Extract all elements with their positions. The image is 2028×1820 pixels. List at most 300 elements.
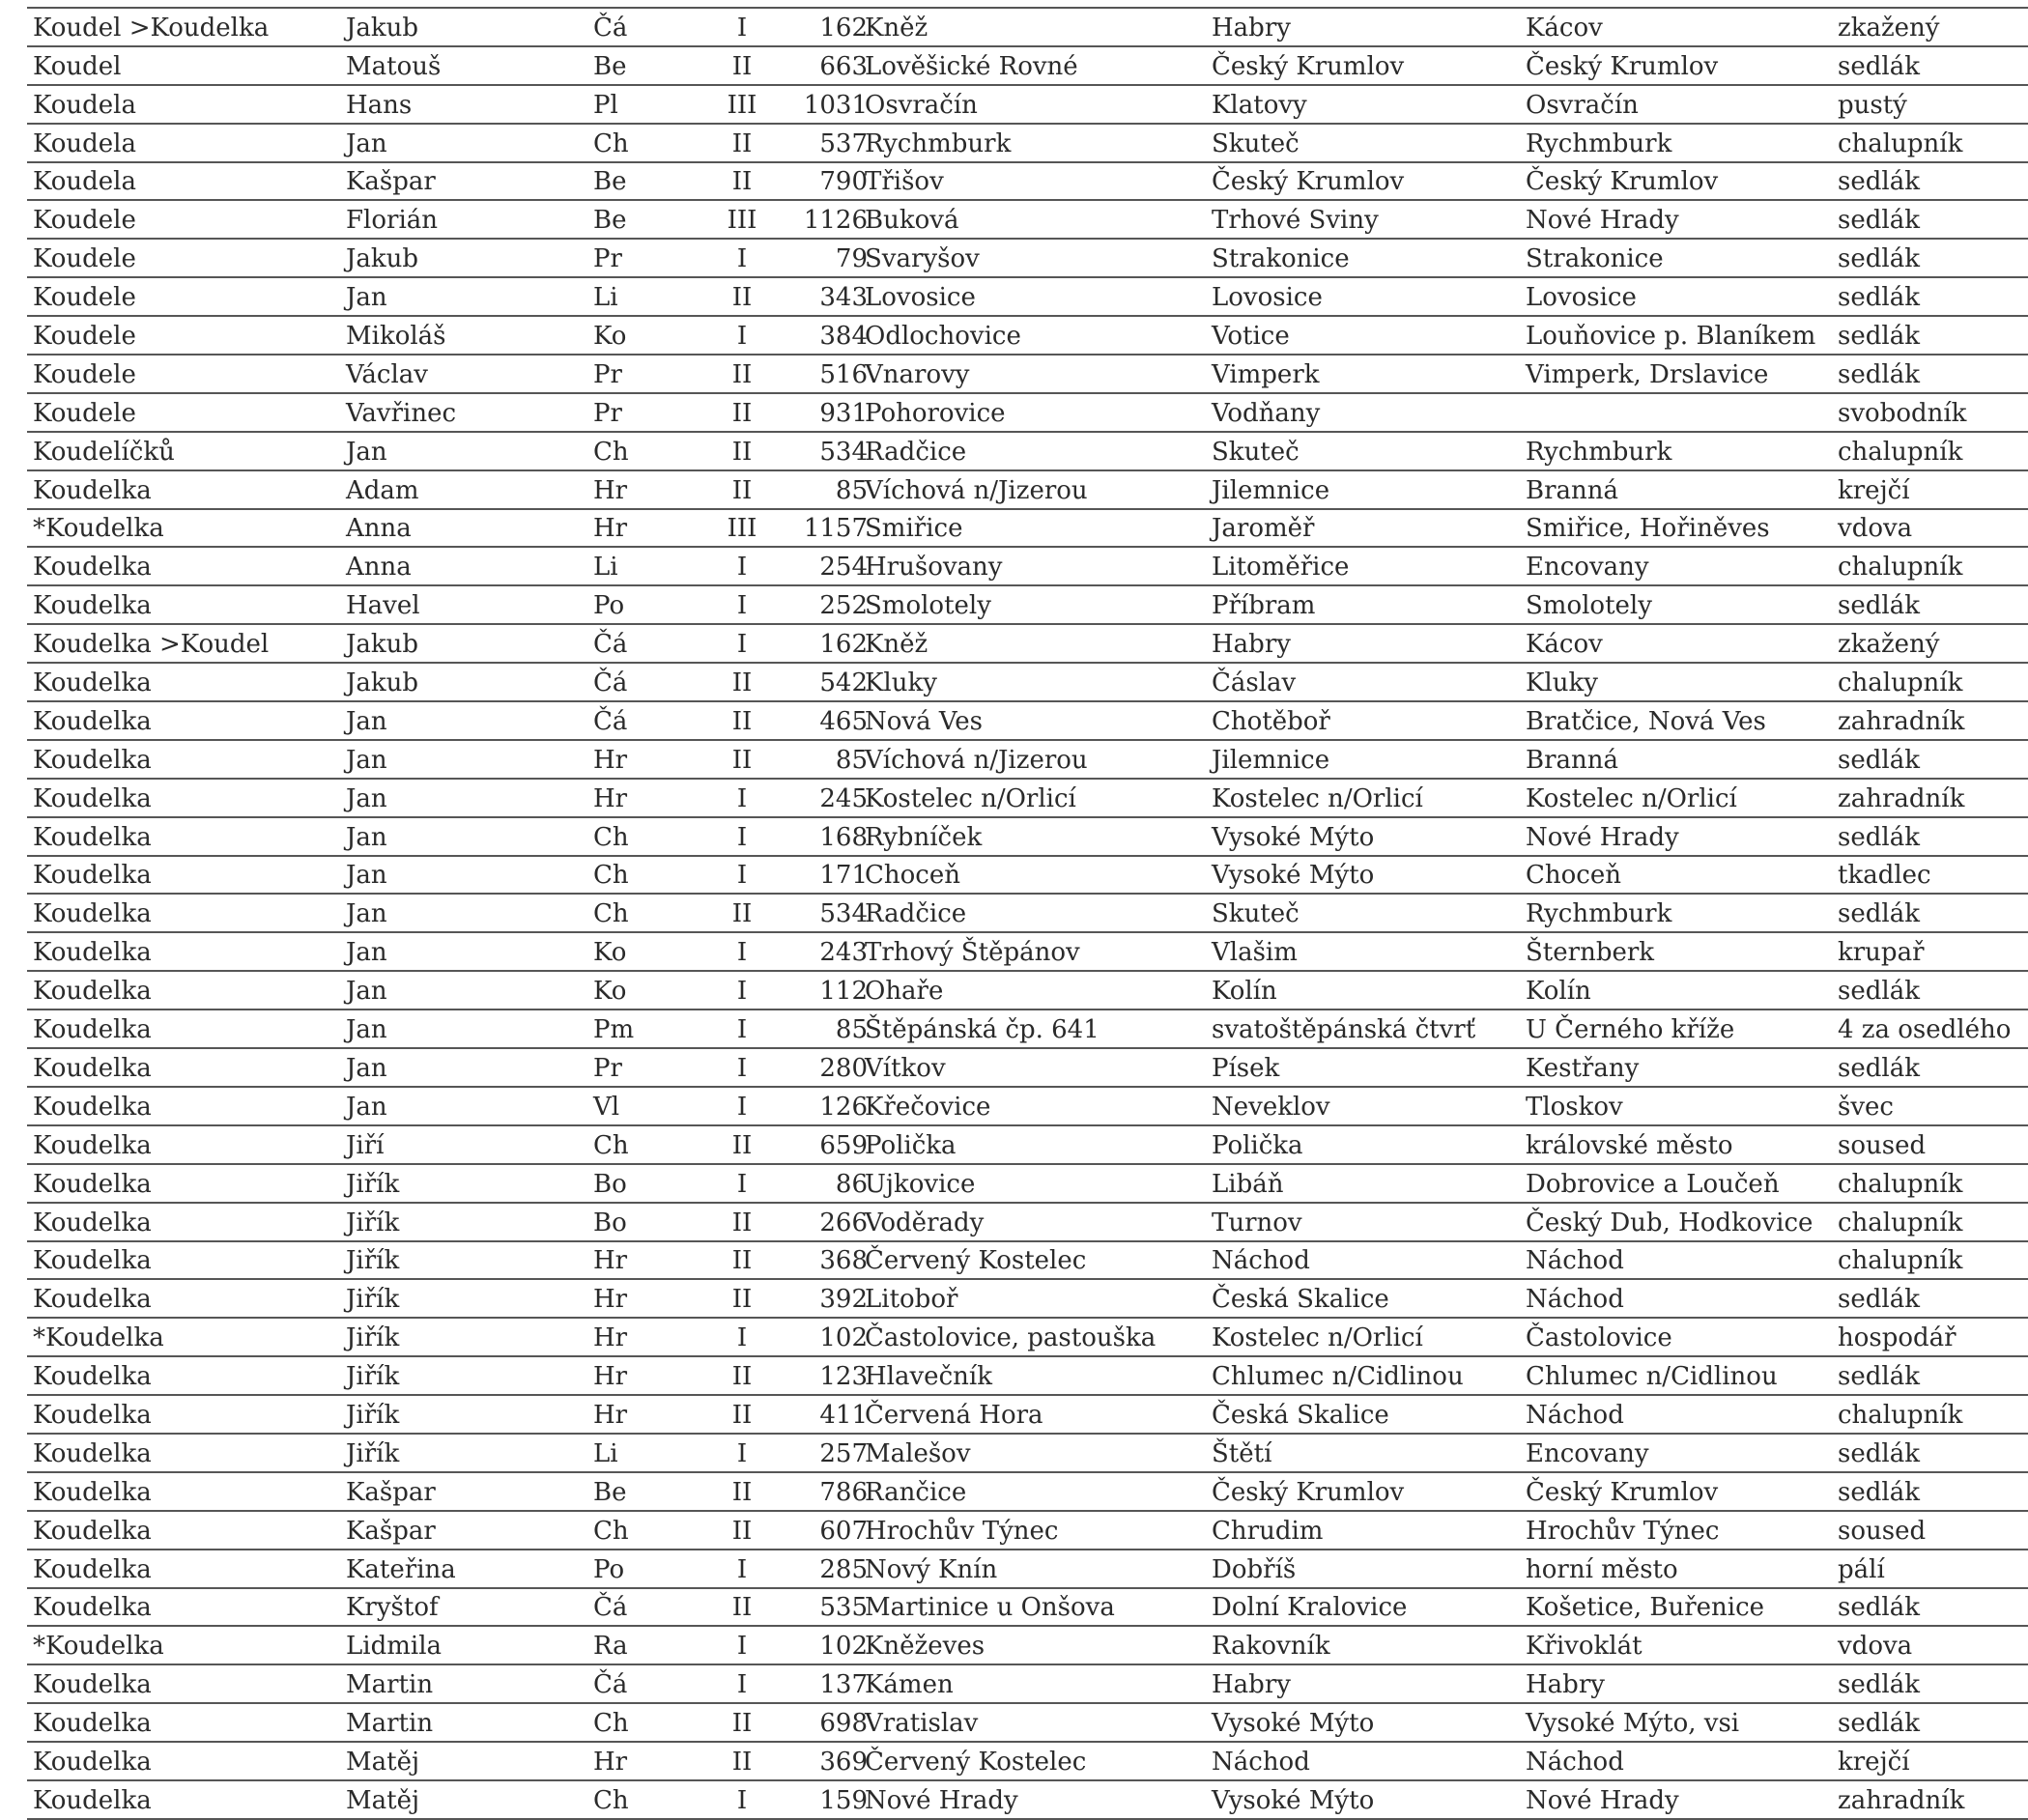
cell-region: Hr — [593, 1285, 628, 1315]
cell-surname: Koudelka — [33, 475, 152, 505]
cell-given-name: Adam — [346, 475, 419, 505]
cell-village: Choceň — [865, 861, 960, 891]
cell-part: II — [731, 1400, 753, 1430]
cell-estate: Příbram — [1212, 591, 1316, 621]
cell-manor: Vimperk, Drslavice — [1526, 359, 1769, 389]
table-row — [27, 163, 2028, 202]
cell-village: Červená Hora — [865, 1400, 1043, 1430]
cell-region: Čá — [593, 13, 628, 43]
cell-estate: Jilemnice — [1212, 475, 1330, 505]
cell-page: 86 — [835, 1169, 868, 1199]
cell-status: sedlák — [1838, 822, 1920, 852]
cell-status: tkadlec — [1838, 861, 1931, 891]
table-row — [27, 1088, 2028, 1126]
cell-village: Osvračín — [865, 90, 978, 120]
cell-estate: Jaroměř — [1212, 514, 1315, 544]
cell-page: 245 — [819, 783, 868, 813]
cell-region: Čá — [593, 706, 628, 736]
cell-village: Červený Kostelec — [865, 1246, 1087, 1276]
table-row — [27, 1280, 2028, 1319]
cell-given-name: Jiří — [346, 1130, 385, 1160]
cell-estate: Dolní Kralovice — [1212, 1593, 1408, 1623]
cell-page: 607 — [819, 1516, 868, 1546]
cell-village: Odlochovice — [865, 322, 1021, 352]
cropped-top-row — [27, 0, 2028, 9]
table-row — [27, 1165, 2028, 1204]
cell-page: 123 — [819, 1362, 868, 1392]
table-row — [27, 857, 2028, 896]
cell-region: Ko — [593, 977, 627, 1007]
cell-page: 137 — [819, 1670, 868, 1700]
cell-status: chalupník — [1838, 1246, 1963, 1276]
cell-part: I — [736, 938, 748, 968]
cell-surname: Koudelka — [33, 1092, 152, 1122]
cell-page: 171 — [819, 861, 868, 891]
cell-page: 534 — [819, 437, 868, 467]
cell-part: III — [727, 514, 757, 544]
cell-given-name: Jan — [346, 1092, 387, 1122]
cell-region: Pr — [593, 359, 622, 389]
table-row — [27, 1704, 2028, 1743]
cell-status: chalupník — [1838, 437, 1963, 467]
cell-region: Ch — [593, 1785, 629, 1815]
cell-region: Bo — [593, 1169, 627, 1199]
cell-page: 102 — [819, 1632, 868, 1662]
cell-village: Víchová n/Jizerou — [865, 475, 1088, 505]
cell-surname: Koudele — [33, 398, 136, 428]
cell-estate: Litoměřice — [1212, 553, 1350, 583]
table-row — [27, 780, 2028, 818]
table-row — [27, 1204, 2028, 1242]
cell-manor: Rychmburk — [1526, 128, 1672, 158]
cell-manor: Tloskov — [1526, 1092, 1623, 1122]
cell-surname: Koudelka — [33, 1593, 152, 1623]
cell-surname: Koudela — [33, 128, 136, 158]
cell-surname: Koudelka >Koudel — [33, 630, 270, 660]
cell-village: Rančice — [865, 1477, 967, 1507]
cell-region: Ko — [593, 322, 627, 352]
cell-village: Smiřice — [865, 514, 963, 544]
cell-given-name: Kašpar — [346, 1516, 436, 1546]
table-row — [27, 972, 2028, 1010]
table-row — [27, 125, 2028, 163]
cell-estate: Habry — [1212, 1670, 1291, 1700]
cell-village: Častolovice, pastouška — [865, 1323, 1157, 1353]
cell-page: 369 — [819, 1747, 868, 1777]
cell-page: 368 — [819, 1246, 868, 1276]
table-row — [27, 1665, 2028, 1704]
table-row — [27, 702, 2028, 741]
cell-manor: Nové Hrady — [1526, 1785, 1679, 1815]
cell-part: II — [731, 1709, 753, 1739]
cell-given-name: Jiřík — [346, 1208, 400, 1237]
cell-surname: Koudelka — [33, 1477, 152, 1507]
cell-status: chalupník — [1838, 553, 1963, 583]
cell-given-name: Jan — [346, 1053, 387, 1083]
cell-given-name: Kašpar — [346, 1477, 436, 1507]
cell-estate: Kolín — [1212, 977, 1277, 1007]
cell-manor: Bratčice, Nová Ves — [1526, 706, 1766, 736]
cell-page: 112 — [819, 977, 868, 1007]
cell-estate: Česká Skalice — [1212, 1285, 1389, 1315]
cell-part: I — [736, 553, 748, 583]
cell-estate: Chotěboř — [1212, 706, 1330, 736]
table-row — [27, 818, 2028, 857]
cell-page: 159 — [819, 1785, 868, 1815]
cell-region: Be — [593, 206, 627, 236]
cell-manor: Kolín — [1526, 977, 1591, 1007]
cell-status: zahradník — [1838, 1785, 1965, 1815]
cell-page: 384 — [819, 322, 868, 352]
cell-estate: svatoštěpánská čtvrť — [1212, 1015, 1476, 1045]
table-row — [27, 586, 2028, 625]
cell-given-name: Jiřík — [346, 1400, 400, 1430]
cell-surname: Koudelka — [33, 822, 152, 852]
cell-manor: Kluky — [1526, 668, 1598, 698]
cell-part: I — [736, 1323, 748, 1353]
cell-page: 465 — [819, 706, 868, 736]
cell-manor: Osvračín — [1526, 90, 1639, 120]
cell-surname: Koudela — [33, 167, 136, 197]
table-row — [27, 317, 2028, 355]
cell-page: 102 — [819, 1323, 868, 1353]
cell-village: Hrochův Týnec — [865, 1516, 1059, 1546]
cell-surname: Koudelka — [33, 1785, 152, 1815]
cell-part: II — [731, 899, 753, 929]
cell-status: sedlák — [1838, 1593, 1920, 1623]
cell-status: pálí — [1838, 1554, 1885, 1584]
cell-status: sedlák — [1838, 1438, 1920, 1468]
cell-region: Be — [593, 167, 627, 197]
cell-part: II — [731, 128, 753, 158]
cell-status: sedlák — [1838, 745, 1920, 775]
cell-manor: Nové Hrady — [1526, 206, 1679, 236]
cell-region: Hr — [593, 783, 628, 813]
cell-region: Pl — [593, 90, 618, 120]
cell-page: 537 — [819, 128, 868, 158]
cell-part: I — [736, 1169, 748, 1199]
cell-estate: Náchod — [1212, 1246, 1310, 1276]
cell-status: sedlák — [1838, 167, 1920, 197]
cell-status: zahradník — [1838, 706, 1965, 736]
cell-village: Červený Kostelec — [865, 1747, 1087, 1777]
table-row — [27, 1550, 2028, 1589]
cell-status: vdova — [1838, 514, 1913, 544]
cell-part: II — [731, 398, 753, 428]
cell-region: Li — [593, 283, 618, 313]
cell-estate: Český Krumlov — [1212, 1477, 1405, 1507]
cell-village: Rychmburk — [865, 128, 1012, 158]
cell-manor: Kostelec n/Orlicí — [1526, 783, 1737, 813]
cell-page: 257 — [819, 1438, 868, 1468]
cell-village: Hrušovany — [865, 553, 1003, 583]
cell-village: Radčice — [865, 437, 967, 467]
cell-page: 698 — [819, 1709, 868, 1739]
cell-status: zkažený — [1838, 630, 1940, 660]
cell-status: švec — [1838, 1092, 1894, 1122]
cell-estate: Vysoké Mýto — [1212, 1709, 1375, 1739]
cell-page: 254 — [819, 553, 868, 583]
cell-status: sedlák — [1838, 591, 1920, 621]
cell-page: 931 — [819, 398, 868, 428]
cell-given-name: Jakub — [346, 630, 419, 660]
cell-estate: Neveklov — [1212, 1092, 1330, 1122]
cell-estate: Chrudim — [1212, 1516, 1324, 1546]
cell-region: Ch — [593, 822, 629, 852]
cell-manor: Louňovice p. Blaníkem — [1526, 322, 1816, 352]
cell-part: II — [731, 51, 753, 81]
cell-estate: Votice — [1212, 322, 1290, 352]
table-row — [27, 1627, 2028, 1665]
cell-estate: Turnov — [1212, 1208, 1302, 1237]
cell-given-name: Jan — [346, 706, 387, 736]
cell-village: Ujkovice — [865, 1169, 976, 1199]
table-row — [27, 47, 2028, 86]
cell-page: 790 — [819, 167, 868, 197]
cell-village: Lovosice — [865, 283, 976, 313]
cell-region: Be — [593, 51, 627, 81]
cell-part: I — [736, 1053, 748, 1083]
cell-page: 1157 — [803, 514, 868, 544]
cell-surname: Koudelka — [33, 1400, 152, 1430]
cell-part: I — [736, 1785, 748, 1815]
cell-manor: horní město — [1526, 1554, 1678, 1584]
cell-status: chalupník — [1838, 1208, 1963, 1237]
cell-page: 280 — [819, 1053, 868, 1083]
cell-part: II — [731, 1208, 753, 1237]
cell-given-name: Anna — [346, 514, 412, 544]
cell-part: II — [731, 1516, 753, 1546]
cell-part: II — [731, 1362, 753, 1392]
cell-page: 1031 — [803, 90, 868, 120]
table-row — [27, 625, 2028, 664]
cell-surname: Koudelka — [33, 1053, 152, 1083]
cell-status: chalupník — [1838, 1400, 1963, 1430]
cell-region: Čá — [593, 668, 628, 698]
cell-region: Hr — [593, 514, 628, 544]
cell-region: Hr — [593, 1362, 628, 1392]
table-row — [27, 664, 2028, 702]
table-row — [27, 1319, 2028, 1357]
cell-page: 534 — [819, 899, 868, 929]
cell-estate: Jilemnice — [1212, 745, 1330, 775]
cell-manor: Český Krumlov — [1526, 1477, 1719, 1507]
cell-region: Li — [593, 1438, 618, 1468]
cell-page: 411 — [819, 1400, 868, 1430]
cell-village: Nová Ves — [865, 706, 983, 736]
cell-page: 1126 — [803, 206, 868, 236]
cell-region: Hr — [593, 475, 628, 505]
cell-manor: Smolotely — [1526, 591, 1652, 621]
cell-manor: Náchod — [1526, 1400, 1624, 1430]
cell-part: III — [727, 206, 757, 236]
cell-manor: Rychmburk — [1526, 899, 1672, 929]
cell-part: I — [736, 591, 748, 621]
cell-part: II — [731, 745, 753, 775]
cell-status: zahradník — [1838, 783, 1965, 813]
cell-status: sedlák — [1838, 51, 1920, 81]
cell-manor: Rychmburk — [1526, 437, 1672, 467]
cell-status: krejčí — [1838, 1747, 1910, 1777]
cell-region: Ko — [593, 938, 627, 968]
cell-village: Radčice — [865, 899, 967, 929]
cell-page: 266 — [819, 1208, 868, 1237]
cell-given-name: Jiřík — [346, 1362, 400, 1392]
cell-surname: Koudelka — [33, 1438, 152, 1468]
cell-village: Malešov — [865, 1438, 971, 1468]
cell-status: sedlák — [1838, 322, 1920, 352]
cell-part: II — [731, 359, 753, 389]
table-row — [27, 433, 2028, 471]
cell-manor: královské město — [1526, 1130, 1733, 1160]
cell-given-name: Kašpar — [346, 167, 436, 197]
cell-village: Kostelec n/Orlicí — [865, 783, 1076, 813]
cell-manor: U Černého kříže — [1526, 1015, 1735, 1045]
cell-estate: Polička — [1212, 1130, 1303, 1160]
cell-estate: Vodňany — [1212, 398, 1321, 428]
cell-surname: Koudelka — [33, 1208, 152, 1237]
cell-region: Li — [593, 553, 618, 583]
cell-part: I — [736, 1092, 748, 1122]
cell-status: sedlák — [1838, 1477, 1920, 1507]
cell-given-name: Václav — [346, 359, 428, 389]
cell-status: sedlák — [1838, 206, 1920, 236]
cell-part: I — [736, 977, 748, 1007]
cell-status: svobodník — [1838, 398, 1967, 428]
cell-manor: Český Krumlov — [1526, 167, 1719, 197]
table-row — [27, 741, 2028, 780]
table-row — [27, 1010, 2028, 1049]
cell-part: I — [736, 861, 748, 891]
cell-region: Bo — [593, 1208, 627, 1237]
cell-manor: Branná — [1526, 475, 1619, 505]
cell-part: I — [736, 783, 748, 813]
cell-given-name: Jiřík — [346, 1285, 400, 1315]
cell-village: Svaryšov — [865, 244, 980, 274]
cell-region: Vl — [593, 1092, 620, 1122]
table-row — [27, 1743, 2028, 1781]
cell-region: Po — [593, 1554, 625, 1584]
cell-estate: Habry — [1212, 630, 1291, 660]
cell-surname: Koudelka — [33, 553, 152, 583]
cell-estate: Rakovník — [1212, 1632, 1330, 1662]
cell-status: sedlák — [1838, 1709, 1920, 1739]
cell-village: Ohaře — [865, 977, 944, 1007]
cell-given-name: Jan — [346, 938, 387, 968]
cell-given-name: Jiřík — [346, 1246, 400, 1276]
cell-part: II — [731, 668, 753, 698]
cell-surname: Koudelka — [33, 706, 152, 736]
cell-village: Víchová n/Jizerou — [865, 745, 1088, 775]
cell-surname: Koudelka — [33, 783, 152, 813]
cell-given-name: Matěj — [346, 1747, 420, 1777]
cell-page: 243 — [819, 938, 868, 968]
cell-region: Čá — [593, 1593, 628, 1623]
cell-page: 786 — [819, 1477, 868, 1507]
cell-manor: Český Krumlov — [1526, 51, 1719, 81]
cell-part: III — [727, 90, 757, 120]
cell-surname: Koudel — [33, 51, 122, 81]
cell-status: sedlák — [1838, 977, 1920, 1007]
cell-surname: Koudele — [33, 283, 136, 313]
cell-given-name: Jan — [346, 861, 387, 891]
cell-estate: Klatovy — [1212, 90, 1307, 120]
cell-status: sedlák — [1838, 1670, 1920, 1700]
cell-page: 126 — [819, 1092, 868, 1122]
cell-given-name: Jakub — [346, 244, 419, 274]
cell-page: 663 — [819, 51, 868, 81]
cell-manor: Náchod — [1526, 1747, 1624, 1777]
cell-surname: Koudelka — [33, 899, 152, 929]
cell-estate: Lovosice — [1212, 283, 1323, 313]
cell-manor: Častolovice — [1526, 1323, 1672, 1353]
cell-estate: Libáň — [1212, 1169, 1284, 1199]
cell-status: vdova — [1838, 1632, 1913, 1662]
cell-region: Po — [593, 591, 625, 621]
cell-surname: Koudelka — [33, 668, 152, 698]
cell-given-name: Jiřík — [346, 1323, 400, 1353]
table-row — [27, 1396, 2028, 1435]
cell-village: Vratislav — [865, 1709, 979, 1739]
cell-estate: Vlašim — [1212, 938, 1298, 968]
cell-surname: Koudelka — [33, 1516, 152, 1546]
table-row — [27, 394, 2028, 433]
cell-village: Pohorovice — [865, 398, 1006, 428]
cell-status: soused — [1838, 1516, 1927, 1546]
cell-manor: Náchod — [1526, 1285, 1624, 1315]
cell-village: Kámen — [865, 1670, 954, 1700]
cell-part: I — [736, 630, 748, 660]
cell-status: zkažený — [1838, 13, 1940, 43]
cell-estate: Český Krumlov — [1212, 51, 1405, 81]
table-row — [27, 1126, 2028, 1165]
cell-page: 162 — [819, 13, 868, 43]
cell-given-name: Jan — [346, 437, 387, 467]
cell-surname: Koudelka — [33, 1709, 152, 1739]
cell-region: Ra — [593, 1632, 628, 1662]
cell-surname: Koudelka — [33, 1285, 152, 1315]
cell-part: II — [731, 167, 753, 197]
cell-status: 4 za osedlého — [1838, 1015, 2012, 1045]
table-row — [27, 1781, 2028, 1820]
cell-given-name: Jan — [346, 283, 387, 313]
cell-part: II — [731, 1246, 753, 1276]
cell-manor: Encovany — [1526, 1438, 1649, 1468]
cell-given-name: Jiřík — [346, 1438, 400, 1468]
cell-given-name: Mikoláš — [346, 322, 446, 352]
cell-village: Polička — [865, 1130, 957, 1160]
cell-part: I — [736, 322, 748, 352]
cell-village: Trhový Štěpánov — [865, 938, 1080, 968]
cell-given-name: Jakub — [346, 668, 419, 698]
cell-page: 85 — [835, 1015, 868, 1045]
cell-part: II — [731, 475, 753, 505]
cell-estate: Česká Skalice — [1212, 1400, 1389, 1430]
cell-page: 252 — [819, 591, 868, 621]
cell-surname: Koudelka — [33, 1169, 152, 1199]
cell-estate: Náchod — [1212, 1747, 1310, 1777]
cell-given-name: Vavřinec — [346, 398, 457, 428]
cell-estate: Vysoké Mýto — [1212, 861, 1375, 891]
cell-estate: Skuteč — [1212, 437, 1300, 467]
cell-village: Lověšické Rovné — [865, 51, 1078, 81]
cell-given-name: Jiřík — [346, 1169, 400, 1199]
cell-estate: Skuteč — [1212, 128, 1300, 158]
cell-village: Třišov — [865, 167, 944, 197]
cell-status: chalupník — [1838, 128, 1963, 158]
cell-manor: Habry — [1526, 1670, 1605, 1700]
cell-manor: Šternberk — [1526, 938, 1655, 968]
